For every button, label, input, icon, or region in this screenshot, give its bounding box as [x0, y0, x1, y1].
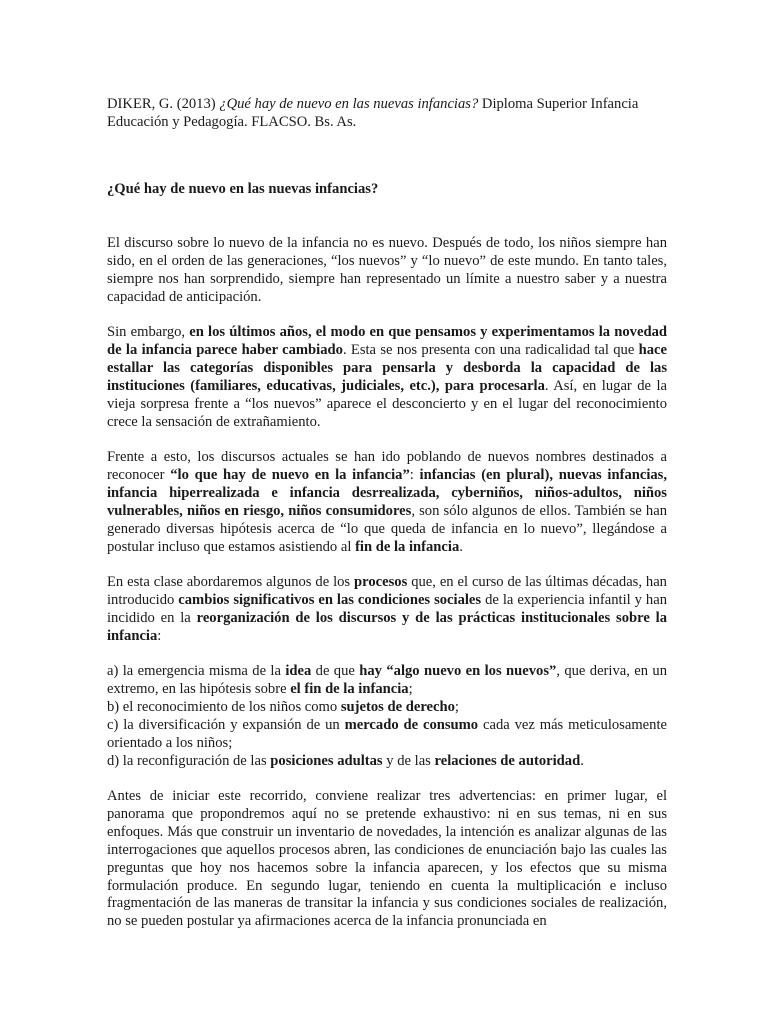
- text-run: , son sólo algunos de ellos. También se han generado diversas hipótesis acerca de “lo que queda de infancia en lo nuevo”, llegándose a postular incluso que estamos asistiendo al: [107, 502, 667, 555]
- bold-run: hace estallar las categorías disponibles para pensarla y desborda la capacidad de las instituciones (familiares, educativas, judiciales, etc.), para procesarla: [107, 341, 667, 394]
- paragraph-5: Antes de iniciar este recorrido, conviene realizar tres advertencias: en primer lugar, el panorama que propondremos aquí no se pretende exhaustivo: ni en sus temas, ni en sus enfoques. Más que construir un inventario de novedades, la intención es analizar algunas de las interrogaciones que aquellos procesos abren, las condiciones de enunciación bajo las cuales las preguntas que hoy nos hacemos sobre la infancia aparecen, y los efectos que su misma formulación produce. En segundo lugar, teniendo en cuenta la multiplicación e incluso fragmentación de las maneras de transitar la infancia y sus condiciones sociales de realización, no se pueden postular ya afirmaciones acerca de la infancia pronunciada en: [107, 788, 667, 930]
- text-run: . Esta se nos presenta con una radicalidad tal que: [342, 341, 639, 358]
- bold-run: infancias (en plural), nuevas infancias, infancia hiperrealizada e infancia desrrealizada, cyberniños, niños-adultos, niños vulnerables, niños en riesgo, niños consumidores: [107, 466, 668, 519]
- bold-run: fin de la infancia: [355, 538, 460, 555]
- text-run: que, en el curso de las últimas décadas, han introducido: [107, 574, 667, 608]
- text-run: cada vez más meticulosamente orientado a los niños;: [107, 716, 667, 751]
- citation: [107, 96, 667, 132]
- text-run: ;: [454, 698, 459, 715]
- text-run: ;: [408, 680, 413, 697]
- bold-run: procesos: [354, 574, 408, 590]
- text-run: .: [459, 538, 463, 555]
- text-run: Sin embargo,: [107, 324, 190, 340]
- bold-run: en los últimos años, el modo en que pensamos y experimentamos la novedad de la infancia parece haber cambiado: [107, 324, 667, 358]
- text-run: a) la emergencia misma de la: [107, 663, 286, 679]
- text-run: b) el reconocimiento de los niños como: [107, 698, 341, 715]
- text-run: de la experiencia infantil y han incidido en la: [107, 591, 668, 626]
- bold-run: sujetos de derecho: [340, 698, 455, 715]
- citation-rest: Diploma Superior Infancia Educación y Pedagogía. FLACSO. Bs. As.: [107, 96, 639, 130]
- paragraph-3: [107, 449, 667, 556]
- section-heading: ¿Qué hay de nuevo en las nuevas infancias?: [107, 181, 379, 197]
- text-run: d) la reconfiguración de las: [107, 752, 271, 769]
- bold-run: idea: [285, 663, 312, 679]
- paragraph-1: El discurso sobre lo nuevo de la infancia no es nuevo. Después de todo, los niños siempre han sido, en el orden de las generaciones, “los nuevos” y “lo nuevo” de este mundo. En tanto tales, siempre nos han sorprendido, siempre han representado un límite a nuestro saber y a nuestra capacidad de anticipación.: [107, 235, 667, 305]
- text-run: En esta clase abordaremos algunos de los: [107, 574, 355, 590]
- list-item-a: [107, 663, 667, 699]
- paragraph-4: [107, 574, 667, 646]
- bold-run: reorganización de los discursos y de las prácticas institucionales sobre la infancia: [107, 609, 667, 644]
- list: [107, 663, 667, 770]
- text-run: :: [157, 627, 162, 644]
- bold-run: “lo que hay de nuevo en la infancia”: [170, 466, 410, 483]
- bold-run: el fin de la infancia: [290, 680, 409, 697]
- text-run: .: [580, 752, 584, 769]
- text-run: de que: [311, 663, 360, 679]
- list-item-c: [107, 717, 667, 753]
- list-item-b: [107, 699, 667, 717]
- bold-run: posiciones adultas: [270, 752, 383, 769]
- citation-author: DIKER, G. (2013): [107, 96, 220, 112]
- text-run: , que deriva, en un extremo, en las hipótesis sobre: [107, 663, 668, 697]
- bold-run: hay “algo nuevo en los nuevos”: [359, 663, 557, 679]
- text-run: . Así, en lugar de la vieja sorpresa frente a “los nuevos” aparece el desconcierto y en el lugar del reconocimiento crece la sensación de extrañamiento.: [107, 377, 667, 430]
- citation-title: ¿Qué hay de nuevo en las nuevas infancias?: [219, 96, 479, 112]
- paragraph-2: [107, 324, 667, 431]
- text-run: y de las: [382, 752, 435, 769]
- list-item-d: [107, 753, 667, 771]
- bold-run: relaciones de autoridad: [434, 752, 581, 769]
- text-run: Frente a esto, los discursos actuales se han ido poblando de nuevos nombres destinados a reconocer: [107, 449, 667, 483]
- bold-run: cambios significativos en las condiciones sociales: [178, 591, 482, 608]
- text-run: :: [409, 466, 420, 483]
- text-run: c) la diversificación y expansión de un: [107, 716, 345, 733]
- bold-run: mercado de consumo: [344, 716, 479, 733]
